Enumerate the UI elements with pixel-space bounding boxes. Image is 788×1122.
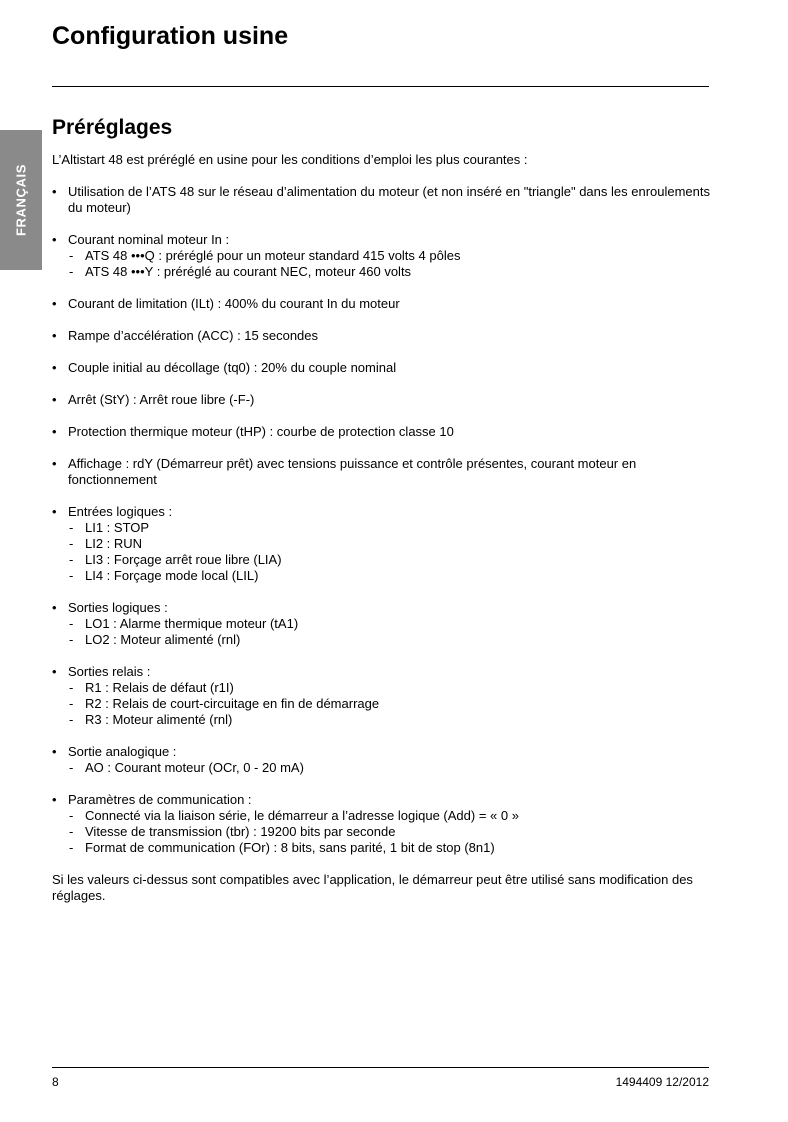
settings-sub-list — [68, 248, 712, 280]
settings-sub-item: - Vitesse de transmission (tbr) : 19200 bits par seconde — [68, 824, 712, 840]
settings-item-text: Courant de limitation (ILt) : 400% du courant In du moteur — [68, 296, 400, 311]
settings-sub-item: - Connecté via la liaison série, le démarreur a l’adresse logique (Add) = « 0 » — [68, 808, 712, 824]
page-title: Configuration usine — [52, 22, 289, 50]
intro-text: L’Altistart 48 est préréglé en usine pour les conditions d’emploi les plus courantes : — [52, 152, 528, 167]
settings-list-item — [52, 456, 712, 488]
settings-item-text: Affichage : rdY (Démarreur prêt) avec tensions puissance et contrôle présentes, courant moteur en fonctionnement — [68, 456, 637, 487]
settings-sub-item: - Format de communication (FOr) : 8 bits, sans parité, 1 bit de stop (8n1) — [68, 840, 712, 856]
settings-sub-list — [68, 808, 712, 856]
section-content — [52, 152, 712, 904]
settings-sub-item: - LO1 : Alarme thermique moteur (tA1) — [68, 616, 712, 632]
settings-sub-list — [68, 520, 712, 584]
settings-list-item — [52, 792, 712, 856]
settings-sub-item: - LI4 : Forçage mode local (LIL) — [68, 568, 712, 584]
settings-sub-item: - LI2 : RUN — [68, 536, 712, 552]
language-tab-label: FRANÇAIS — [13, 164, 29, 236]
page-number: 8 — [52, 1075, 59, 1089]
settings-list-item — [52, 744, 712, 776]
settings-list-item — [52, 664, 712, 728]
settings-item-text: Sortie analogique : — [68, 744, 177, 759]
settings-list-item — [52, 600, 712, 648]
settings-sub-item: - LI1 : STOP — [68, 520, 712, 536]
settings-sub-item: - R2 : Relais de court-circuitage en fin de démarrage — [68, 696, 712, 712]
settings-sub-list — [68, 760, 712, 776]
settings-list-item — [52, 296, 712, 312]
language-tab — [0, 130, 42, 270]
settings-sub-item: - LO2 : Moteur alimenté (rnl) — [68, 632, 712, 648]
settings-list-item — [52, 184, 712, 216]
settings-item-text: Courant nominal moteur In : — [68, 232, 230, 247]
header-divider — [52, 86, 709, 87]
settings-item-text: Sorties logiques : — [68, 600, 168, 615]
settings-sub-item: - R1 : Relais de défaut (r1I) — [68, 680, 712, 696]
document-reference: 1494409 12/2012 — [615, 1075, 709, 1089]
settings-sub-item: - ATS 48 •••Y : préréglé au courant NEC, moteur 460 volts — [68, 264, 712, 280]
settings-item-text: Sorties relais : — [68, 664, 151, 679]
closing-text: Si les valeurs ci-dessus sont compatibles avec l’application, le démarreur peut être utilisé sans modification des réglages. — [52, 872, 693, 903]
settings-sub-list — [68, 616, 712, 648]
settings-list-item — [52, 232, 712, 280]
settings-list-item — [52, 504, 712, 584]
footer-divider — [52, 1067, 709, 1068]
settings-list-item — [52, 424, 712, 440]
settings-sub-item: - ATS 48 •••Q : préréglé pour un moteur standard 415 volts 4 pôles — [68, 248, 712, 264]
settings-sub-item: - AO : Courant moteur (OCr, 0 - 20 mA) — [68, 760, 712, 776]
settings-item-text: Couple initial au décollage (tq0) : 20% du couple nominal — [68, 360, 397, 375]
settings-list — [52, 184, 712, 856]
settings-item-text: Protection thermique moteur (tHP) : courbe de protection classe 10 — [68, 424, 454, 439]
settings-item-text: Entrées logiques : — [68, 504, 173, 519]
settings-item-text: Utilisation de l’ATS 48 sur le réseau d’alimentation du moteur (et non inséré en "triangle" dans les enroulements du moteur) — [68, 184, 711, 215]
settings-list-item — [52, 328, 712, 344]
settings-item-text: Rampe d’accélération (ACC) : 15 secondes — [68, 328, 319, 343]
settings-list-item — [52, 392, 712, 408]
settings-sub-item: - R3 : Moteur alimenté (rnl) — [68, 712, 712, 728]
settings-item-text: Arrêt (StY) : Arrêt roue libre (-F-) — [68, 392, 255, 407]
settings-list-item — [52, 360, 712, 376]
settings-sub-list — [68, 680, 712, 728]
settings-sub-item: - LI3 : Forçage arrêt roue libre (LIA) — [68, 552, 712, 568]
section-title: Préréglages — [52, 116, 173, 139]
settings-item-text: Paramètres de communication : — [68, 792, 252, 807]
